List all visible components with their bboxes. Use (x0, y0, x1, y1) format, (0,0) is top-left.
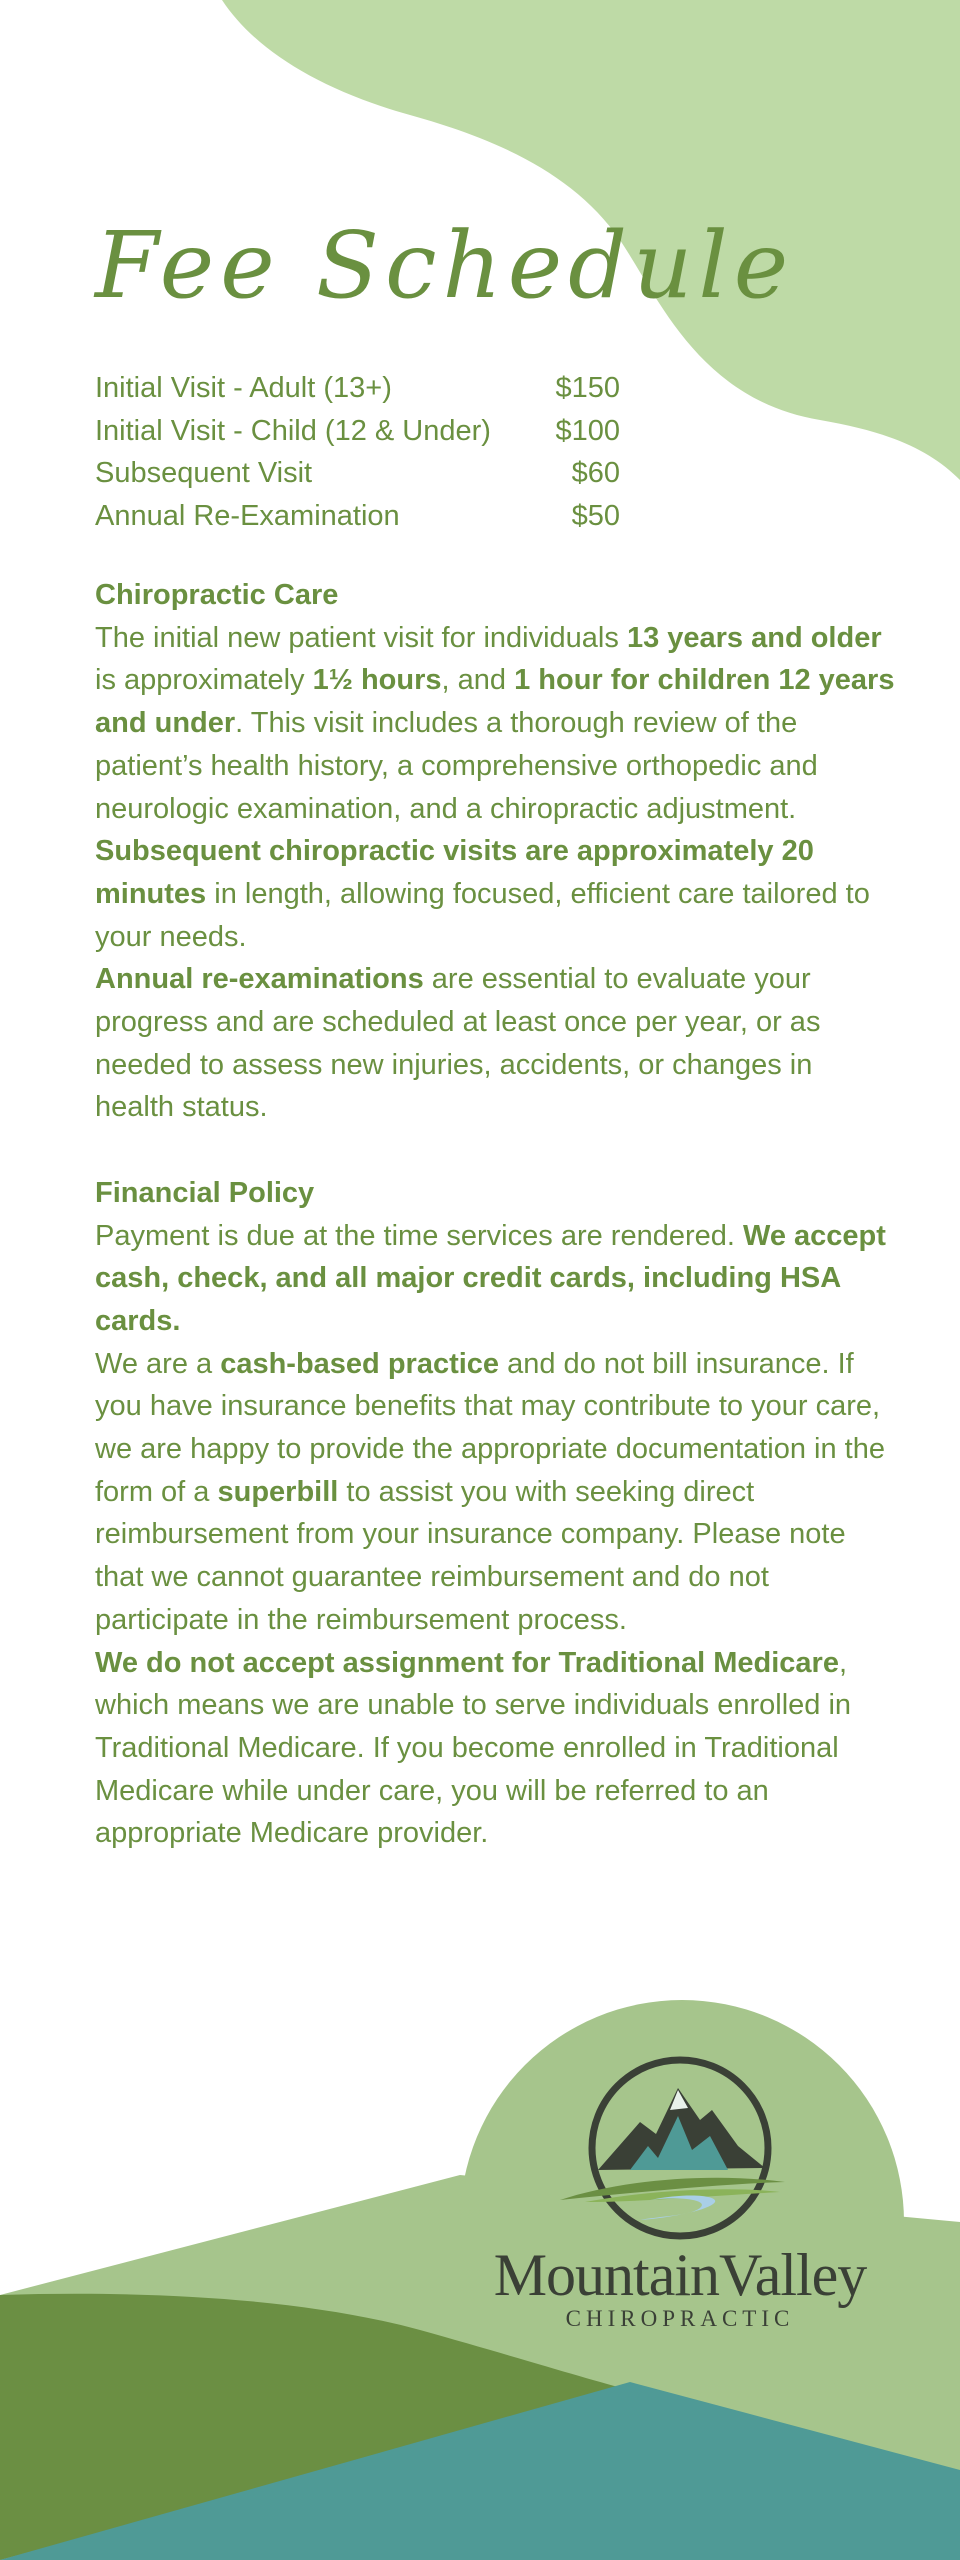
text-run: and do not bill insurance. If you have insurance benefits that may contribute to your care, we are happy to provide the appropriate documentation in the form of a (95, 1347, 885, 1508)
paragraph (95, 958, 895, 1129)
paragraph (95, 830, 895, 958)
fee-label: Subsequent Visit (95, 457, 313, 489)
text-run: are essential to evaluate your progress and are scheduled at least once per year, or as needed to assess new injuries, accidents, or changes in health status. (95, 963, 821, 1124)
chiropractic-care-section (95, 574, 895, 1129)
mountain-logo-icon (560, 2050, 800, 2250)
bold-text-run: We accept cash, check, and all major credit cards, including HSA cards. (95, 1219, 886, 1337)
bold-text-run: Annual re-examinations (95, 963, 424, 996)
fee-label: Initial Visit - Child (12 & Under) (95, 414, 491, 447)
bold-text-run: superbill (217, 1475, 339, 1508)
section-heading: Financial Policy (95, 1176, 315, 1209)
fee-row (95, 452, 620, 495)
paragraph (95, 1642, 895, 1856)
fee-row (95, 495, 620, 538)
fee-label: Annual Re-Examination (95, 499, 400, 532)
text-run: We are a (95, 1347, 221, 1380)
bold-text-run: Subsequent chiropractic visits are approximately 20 minutes (95, 835, 814, 910)
fee-price: $150 (555, 372, 620, 404)
bold-text-run: cash-based practice (220, 1347, 500, 1380)
bold-text-run: We do not accept assignment for Traditional Medicare (95, 1646, 839, 1679)
fee-row (95, 367, 620, 410)
page-title: Fee Schedule (95, 212, 795, 319)
text-run: Payment is due at the time services are rendered. (95, 1219, 743, 1252)
text-run: is approximately (95, 664, 313, 697)
fee-label: Initial Visit - Adult (13+) (95, 372, 392, 404)
logo-subtitle: CHIROPRACTIC (565, 2306, 795, 2331)
fee-price: $60 (571, 457, 620, 489)
fee-table (95, 367, 620, 537)
text-run: . This visit includes a thorough review of the patient’s health history, a comprehensive orthopedic and neurologic examination, and a chiropractic adjustment. (95, 707, 818, 825)
fee-price: $50 (571, 499, 620, 532)
bold-text-run: 1½ hours (312, 664, 442, 697)
policy-sections (95, 574, 895, 1855)
bold-text-run: 13 years and older (626, 621, 882, 654)
fee-row (95, 410, 620, 453)
section-heading: Chiropractic Care (95, 579, 339, 611)
paragraph (95, 1343, 895, 1642)
fee-price: $100 (555, 414, 620, 447)
bold-text-run: 1 hour for children 12 years and under (95, 664, 895, 740)
logo (460, 2050, 900, 2350)
text-run: The initial new patient visit for individuals (95, 621, 627, 654)
paragraph (95, 617, 895, 831)
text-run: , and (441, 664, 515, 697)
financial-policy-section (95, 1172, 895, 1855)
logo-name: MountainValley (493, 2242, 867, 2308)
text-run: to assist you with seeking direct reimbursement from your insurance company. Please note that we cannot guarantee reimbursement and do not participate in the reimbursement process. (95, 1475, 846, 1636)
paragraph (95, 1215, 895, 1343)
text-run: , which means we are unable to serve individuals enrolled in Traditional Medicare. If you become enrolled in Traditional Medicare while under care, you will be referred to an appropriate Medicare provider. (95, 1646, 852, 1850)
text-run: in length, allowing focused, efficient care tailored to your needs. (95, 877, 870, 953)
